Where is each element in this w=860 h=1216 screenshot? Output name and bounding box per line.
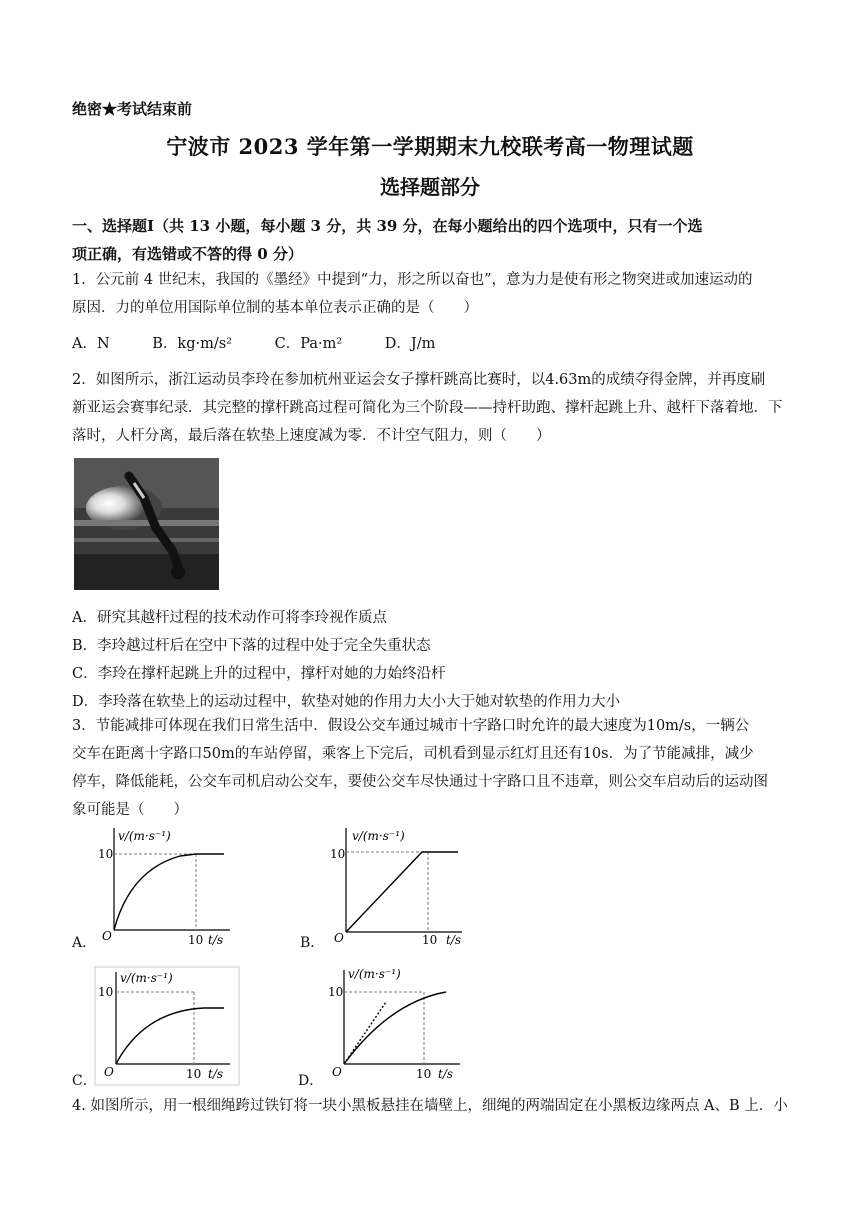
- q2-option-c[interactable]: C．李玲在撑杆起跳上升的过程中，撑杆对她的力始终沿杆: [72, 666, 446, 682]
- confidential-label: 绝密★考试结束前: [72, 100, 193, 118]
- q3-line3: 停车，降低能耗，公交车司机启动公交车，要使公交车尽快通过十字路口且不违章，则公交车启动后的运动图: [72, 774, 768, 790]
- pole-vault-photo: [74, 458, 219, 590]
- q3-line2: 交车在距离十字路口50m的车站停留，乘客上下完后，司机看到显示红灯且还有10s．为了节能减排，减少: [72, 746, 754, 762]
- graph-b-origin: O: [334, 931, 344, 945]
- q1-option-c[interactable]: C．Pa·m²: [274, 336, 343, 352]
- graph-a-t10: 10: [188, 933, 204, 947]
- q1-option-d[interactable]: D．J/m: [384, 336, 436, 352]
- question-4: [72, 1092, 792, 1120]
- graph-c-label: C．: [72, 1073, 97, 1089]
- q3-line1: 3．节能减排可体现在我们日常生活中．假设公交车通过城市十字路口时允许的最大速度为10m/s，一辆公: [72, 718, 750, 734]
- graph-c-t10: 10: [186, 1067, 202, 1081]
- graph-c-origin: O: [104, 1065, 114, 1079]
- page-title: 宁波市 2023 学年第一学期期末九校联考高一物理试题: [166, 134, 694, 159]
- graph-b-label: B．: [300, 935, 325, 951]
- graph-a-origin: O: [102, 929, 112, 943]
- section-heading: [72, 212, 792, 268]
- q2-option-a[interactable]: A．研究其越杆过程的技术动作可将李玲视作质点: [72, 610, 387, 626]
- q2-options: [72, 604, 792, 716]
- q1-option-a[interactable]: A．N: [72, 336, 110, 352]
- graph-b-t10: 10: [422, 933, 438, 947]
- graph-a: [90, 820, 240, 950]
- graph-d-yaxis: v/(m·s⁻¹): [348, 967, 401, 981]
- graph-b-xaxis: t/s: [446, 933, 462, 947]
- q1-line2: 原因．力的单位用国际单位制的基本单位表示正确的是（ ）: [72, 300, 478, 316]
- q4-line1: 4. 如图所示，用一根细绳跨过铁钉将一块小黑板悬挂在墙壁上，细绳的两端固定在小黑板边缘两点 A、B 上．小: [72, 1098, 788, 1114]
- graph-d-label: D．: [298, 1073, 324, 1089]
- graph-d-xaxis: t/s: [438, 1067, 454, 1081]
- question-1: [72, 266, 792, 322]
- section-subtitle: 选择题部分: [380, 175, 480, 199]
- q2-option-d[interactable]: D．李玲落在软垫上的运动过程中，软垫对她的作用力大小大于她对软垫的作用力大小: [72, 694, 621, 710]
- q2-line2: 新亚运会赛事纪录．其完整的撑杆跳高过程可简化为三个阶段——持杆助跑、撑杆起跳上升、越杆下落着地．下: [72, 400, 783, 416]
- graph-b: [322, 820, 472, 950]
- graph-c: [94, 966, 240, 1088]
- q2-line3: 落时，人杆分离，最后落在软垫上速度减为零．不计空气阻力，则（ ）: [72, 428, 551, 444]
- q1-options: [72, 330, 792, 358]
- graph-b-v10: 10: [330, 847, 346, 861]
- section-heading-line2: 项正确，有选错或不答的得 0 分）: [72, 245, 303, 263]
- graph-d-v10: 10: [328, 985, 344, 999]
- q2-line1: 2．如图所示，浙江运动员李玲在参加杭州亚运会女子撑杆跳高比赛时，以4.63m的成绩夺得金牌，并再度刷: [72, 372, 766, 388]
- graph-c-xaxis: t/s: [208, 1067, 224, 1081]
- question-3: [72, 712, 792, 824]
- q1-option-b[interactable]: B．kg·m/s²: [152, 336, 233, 352]
- graph-d-t10: 10: [416, 1067, 432, 1081]
- graph-d: [320, 962, 470, 1088]
- q2-option-b[interactable]: B．李玲越过杆后在空中下落的过程中处于完全失重状态: [72, 638, 431, 654]
- graph-d-origin: O: [332, 1065, 342, 1079]
- graph-a-yaxis: v/(m·s⁻¹): [118, 829, 171, 843]
- graph-a-v10: 10: [98, 847, 114, 861]
- graph-c-yaxis: v/(m·s⁻¹): [120, 971, 173, 985]
- graph-c-v10: 10: [98, 985, 114, 999]
- graph-b-yaxis: v/(m·s⁻¹): [352, 829, 405, 843]
- question-2: [72, 366, 792, 450]
- q1-line1: 1．公元前 4 世纪末，我国的《墨经》中提到“力，形之所以奋也”，意为力是使有形之物突进或加速运动的: [72, 272, 753, 288]
- section-heading-line1: 一、选择题Ⅰ（共 13 小题，每小题 3 分，共 39 分，在每小题给出的四个选项中，只有一个选: [72, 217, 703, 235]
- graph-a-xaxis: t/s: [208, 933, 224, 947]
- graph-a-label: A．: [72, 935, 97, 951]
- q3-line4: 象可能是（ ）: [72, 802, 188, 818]
